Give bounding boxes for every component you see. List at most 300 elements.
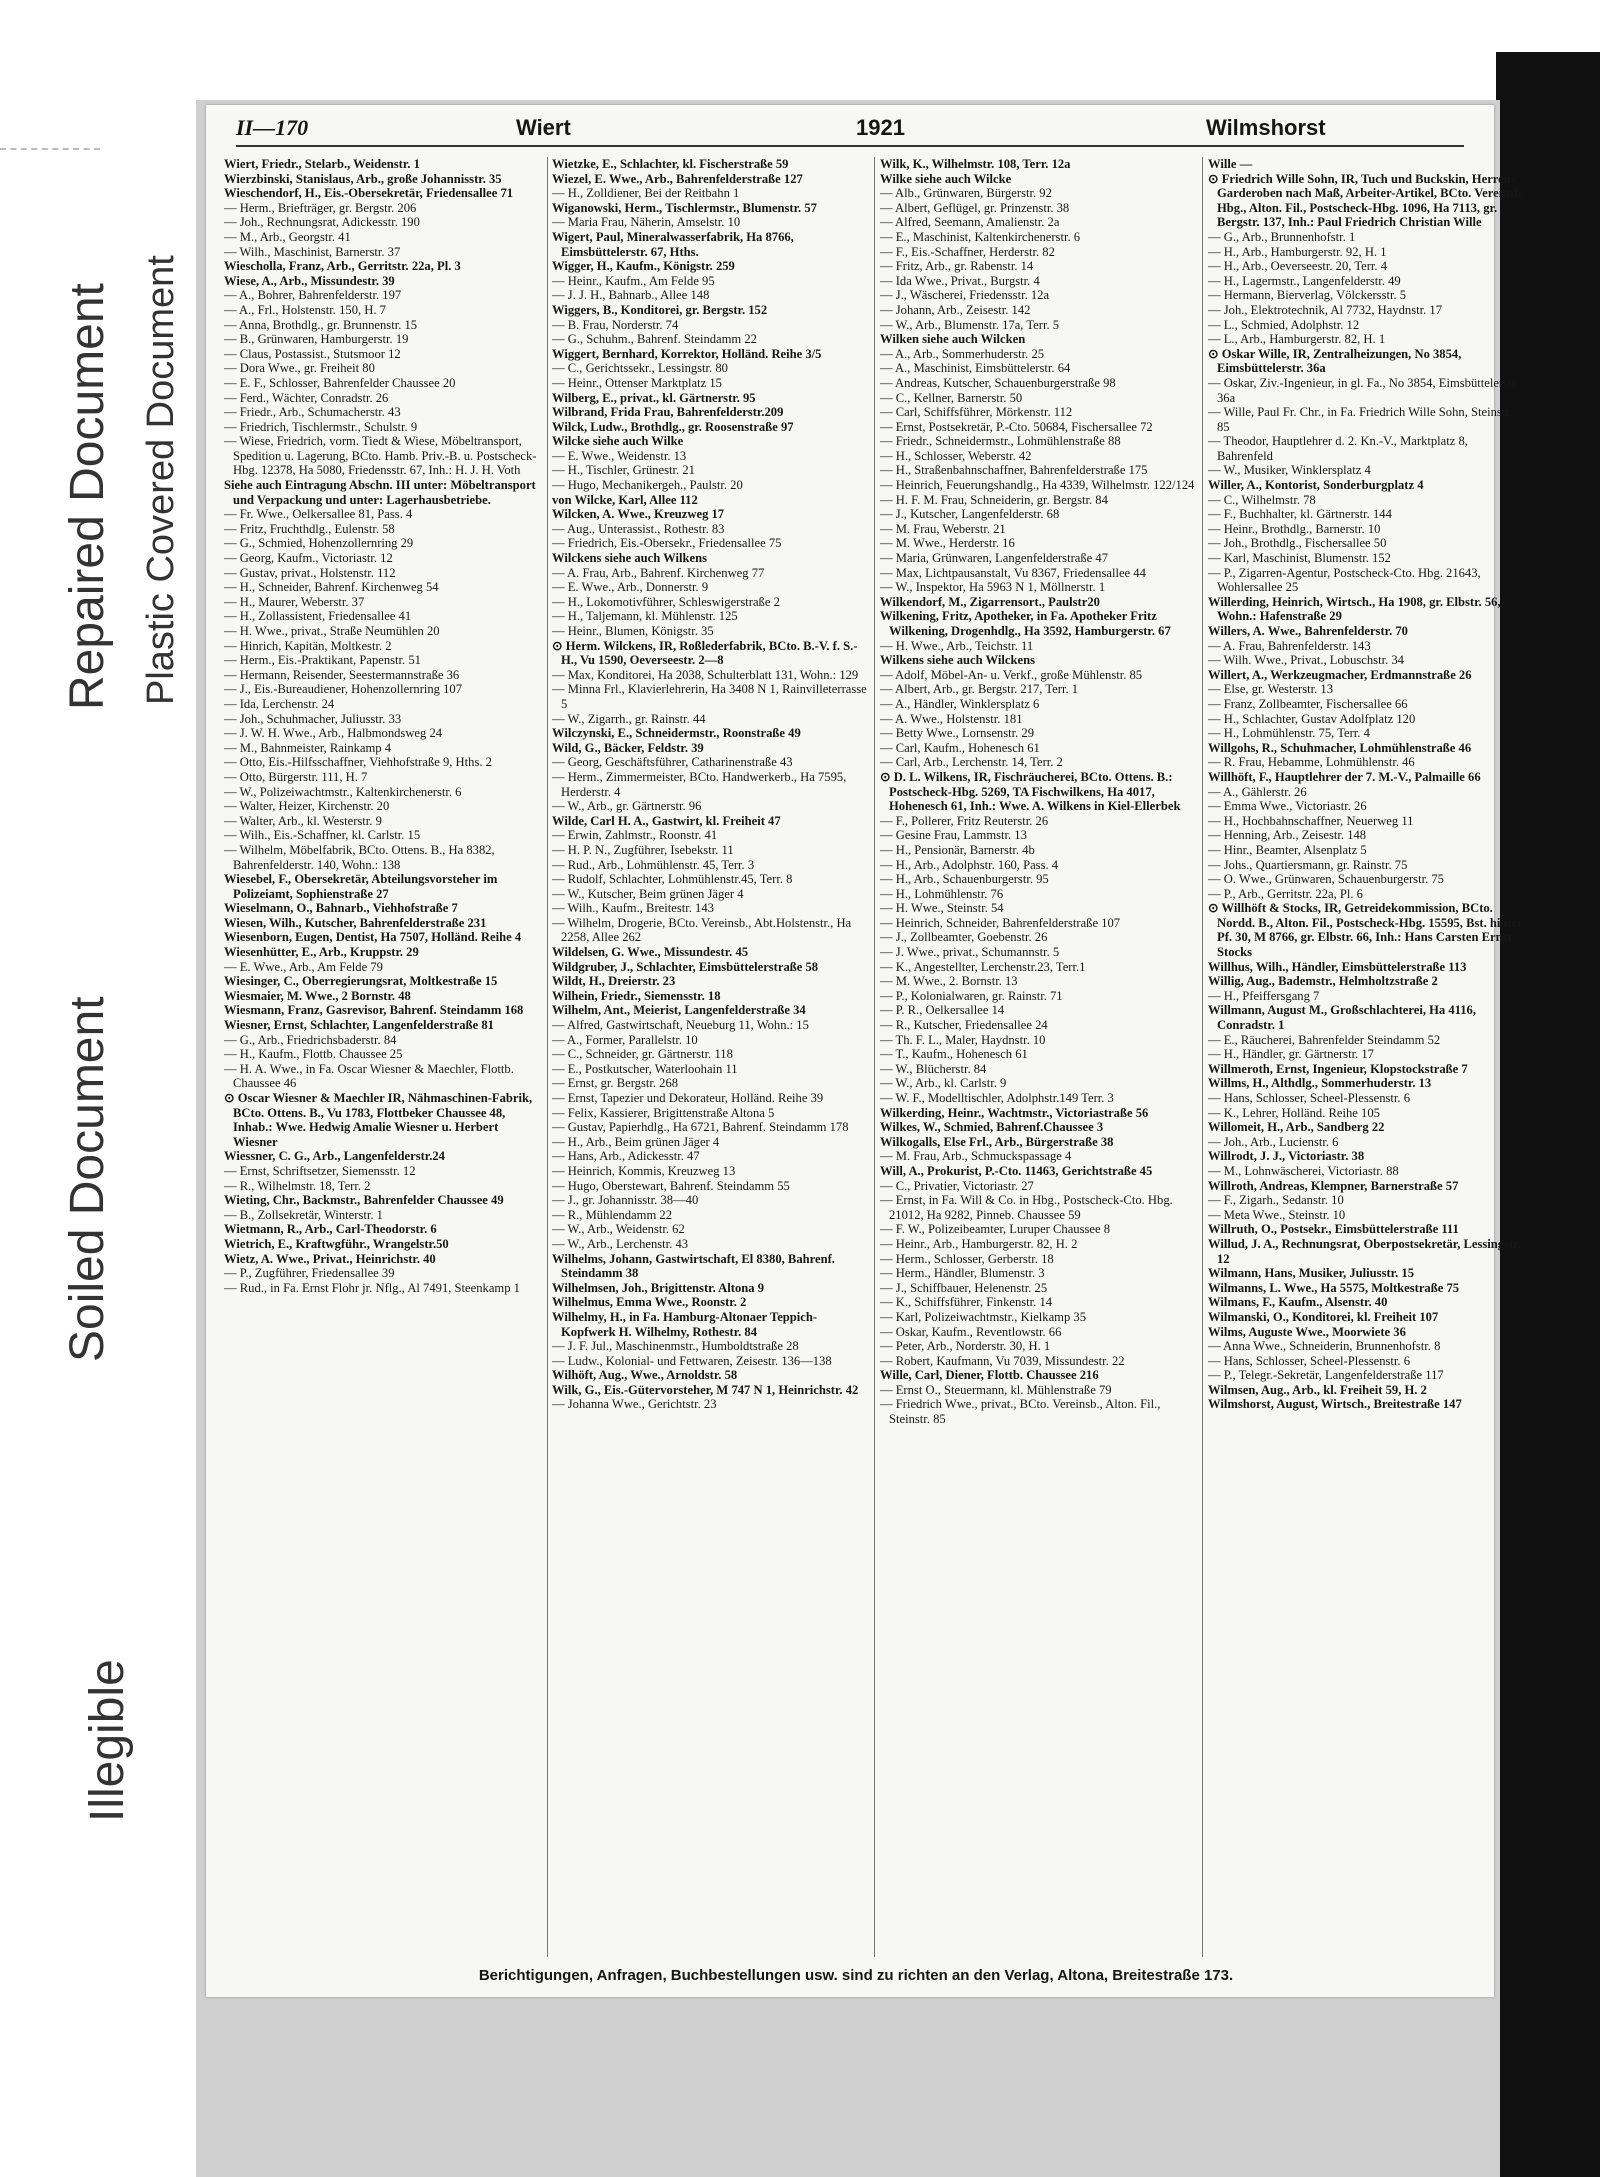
directory-entry: — Betty Wwe., Lornsenstr. 29: [880, 726, 1035, 741]
directory-entry: — Johs., Quartiersmann, gr. Rainstr. 75: [1208, 857, 1408, 872]
directory-entry: Willomeit, H., Arb., Sandberg 22: [1208, 1120, 1385, 1135]
directory-entry: — E., Räucherei, Bahrenfelder Steindamm 52: [1208, 1032, 1441, 1047]
directory-entry: — H., Lagermstr., Langenfelderstr. 49: [1208, 273, 1401, 288]
directory-entry: — Gustav, Papierhdlg., Ha 6721, Bahrenf. Steindamm 178: [552, 1120, 849, 1135]
directory-entry: — M., Lohnwäscherei, Victoriastr. 88: [1208, 1163, 1399, 1178]
directory-entry: Wiese, A., Arb., Missundestr. 39: [224, 273, 395, 288]
directory-entry: — M. Wwe., Herderstr. 16: [880, 536, 1015, 551]
directory-entry: Wiggert, Bernhard, Korrektor, Holländ. Reihe 3/5: [552, 346, 822, 361]
directory-entry: — Robert, Kaufmann, Vu 7039, Missundestr. 22: [880, 1353, 1125, 1368]
directory-entry: — H., Maurer, Weberstr. 37: [224, 594, 365, 609]
directory-entry: — Wilh., Kaufm., Breitestr. 143: [552, 901, 714, 916]
directory-entry: — C., Gerichtssekr., Lessingstr. 80: [552, 361, 728, 376]
directory-entry: — Carl, Schiffsführer, Mörkenstr. 112: [880, 405, 1073, 420]
directory-entry: — C., Wilhelmstr. 78: [1208, 492, 1316, 507]
directory-entry: — B., Zollsekretär, Winterstr. 1: [224, 1207, 383, 1222]
directory-entry: — Hinrich, Kapitän, Moltkestr. 2: [224, 638, 392, 653]
directory-entry: Wilmans, F., Kaufm., Alsenstr. 40: [1208, 1295, 1388, 1310]
directory-entry: Willmann, August M., Großschlachterei, Ha 4116, Conradstr. 1: [1208, 1003, 1476, 1033]
directory-entry: — H. Wwe., Arb., Teichstr. 11: [880, 638, 1034, 653]
column-divider: [547, 157, 548, 1957]
directory-entry: Willhus, Wilh., Händler, Eimsbüttelerstraße 113: [1208, 959, 1467, 974]
directory-entry: — Otto, Eis.-Hilfsschaffner, Viehhofstraße 9, Hths. 2: [224, 755, 492, 770]
cut-mark: [0, 148, 100, 153]
directory-entry: — W., Zigarrh., gr. Rainstr. 44: [552, 711, 706, 726]
directory-entry: — Georg, Geschäftsführer, Catharinenstraße 43: [552, 755, 793, 770]
directory-entry: — Georg, Kaufm., Victoriastr. 12: [224, 551, 393, 566]
directory-entry: — G., Arb., Brunnenhofstr. 1: [1208, 229, 1356, 244]
directory-entry: Wilck, Ludw., Brothdlg., gr. Roosenstraße 97: [552, 419, 794, 434]
directory-entry: Willer, A., Kontorist, Sonderburgplatz 4: [1208, 478, 1424, 493]
directory-entry: — R. Frau, Hebamme, Lohmühlenstr. 46: [1208, 755, 1415, 770]
directory-entry: Wiesmaier, M. Wwe., 2 Bornstr. 48: [224, 988, 411, 1003]
directory-entry: — Fritz, Arb., gr. Rabenstr. 14: [880, 259, 1034, 274]
directory-entry: Wiggers, B., Konditorei, gr. Bergstr. 152: [552, 302, 768, 317]
directory-entry: Wiert, Friedr., Stelarb., Weidenstr. 1: [224, 157, 420, 171]
directory-entry: — P., Arb., Gerritstr. 22a, Pl. 6: [1208, 886, 1363, 901]
directory-entry: Wilmshorst, August, Wirtsch., Breitestraße 147: [1208, 1397, 1462, 1412]
directory-entry: — W., Arb., gr. Gärtnerstr. 96: [552, 799, 702, 814]
directory-entry: — W., Blücherstr. 84: [880, 1061, 987, 1076]
directory-entry: Wilken siehe auch Wilcken: [880, 332, 1026, 347]
directory-entry: — Friedrich Wwe., privat., BCto. Vereinsb., Alton. Fil., Steinstr. 85: [880, 1397, 1161, 1427]
directory-entry: Wilhelms, Johann, Gastwirtschaft, El 8380, Bahrenf. Steindamm 38: [552, 1251, 835, 1281]
directory-entry: — Meta Wwe., Steinstr. 10: [1208, 1207, 1346, 1222]
directory-entry: Wilkerding, Heinr., Wachtmstr., Victoriastraße 56: [880, 1105, 1149, 1120]
directory-entry: — H., Zollassistent, Friedensallee 41: [224, 609, 412, 624]
column-divider: [1202, 157, 1203, 1957]
directory-entry: Wilde, Carl H. A., Gastwirt, kl. Freiheit 47: [552, 813, 781, 828]
header-rule: [236, 145, 1464, 147]
page-header: [206, 113, 1494, 147]
directory-entry: Wilhein, Friedr., Siemensstr. 18: [552, 988, 721, 1003]
directory-entry: Wilmanski, O., Konditorei, kl. Freiheit 107: [1208, 1309, 1439, 1324]
directory-entry: Wilkes, W., Schmied, Bahrenf.Chaussee 3: [880, 1120, 1104, 1135]
directory-entry: — F., Zigarh., Sedanstr. 10: [1208, 1193, 1344, 1208]
directory-entry: — Theodor, Hauptlehrer d. 2. Kn.-V., Marktplatz 8, Bahrenfeld: [1208, 434, 1468, 463]
directory-entry: Wilczynski, E., Schneidermstr., Roonstraße 49: [552, 726, 801, 741]
directory-entry: Wilke siehe auch Wilcke: [880, 171, 1012, 186]
directory-entry: — B., Grünwaren, Hamburgerstr. 19: [224, 332, 409, 347]
directory-entry: — Ernst, Postsekretär, P.-Cto. 50684, Fischersallee 72: [880, 419, 1153, 434]
directory-entry: Willms, H., Althdlg., Sommerhuderstr. 13: [1208, 1076, 1432, 1091]
directory-entry: Wilkening, Fritz, Apotheker, in Fa. Apotheker Fritz Wilkening, Drogenhdlg., Ha 3592, Hamburgerstr. 67: [880, 609, 1171, 638]
directory-entry: Wieselmann, O., Bahnarb., Viehhofstraße 7: [224, 901, 458, 916]
directory-entry: — Ida Wwe., Privat., Burgstr. 4: [880, 273, 1040, 288]
directory-entry: ⊙ D. L. Wilkens, IR, Fischräucherei, BCto. Ottens. B.: Postscheck-Hbg. 5269, TA Fischwilkens, Ha 4017, Hohenesch 61, Inh.: Wwe. A. Wilkens in Kiel-Ellerbek: [880, 769, 1181, 814]
directory-entry: Will, A., Prokurist, P.-Cto. 11463, Gerichtstraße 45: [880, 1163, 1153, 1178]
directory-entry: — J., Eis.-Bureaudiener, Hohenzollernring 107: [224, 682, 463, 697]
directory-entry: — F., Eis.-Schaffner, Herderstr. 82: [880, 244, 1055, 259]
directory-entry: — Heinr., Brothdlg., Barnerstr. 10: [1208, 521, 1381, 536]
directory-entry: — H., Pfeiffersgang 7: [1208, 988, 1320, 1003]
directory-entry: — W., Arb., Blumenstr. 17a, Terr. 5: [880, 317, 1060, 332]
directory-entry: Wilk, K., Wilhelmstr. 108, Terr. 12a: [880, 157, 1071, 171]
directory-entry: — Claus, Postassist., Stutsmoor 12: [224, 346, 401, 361]
directory-entry: Wilkens siehe auch Wilckens: [880, 653, 1036, 668]
directory-entry: — Johann, Arb., Zeisestr. 142: [880, 302, 1031, 317]
directory-entry: Willig, Aug., Bademstr., Helmholtzstraße 2: [1208, 974, 1438, 989]
directory-entry: — Friedr., Schneidermstr., Lohmühlenstraße 88: [880, 434, 1121, 449]
directory-entry: Wilk, G., Eis.-Gütervorsteher, M 747 N 1, Heinrichstr. 42: [552, 1382, 859, 1397]
directory-entry: — Joh., Rechnungsrat, Adickesstr. 190: [224, 215, 420, 230]
directory-entry: — A. Frau, Bahrenfelderstr. 143: [1208, 638, 1371, 653]
directory-entry: — Herm., Zimmermeister, BCto. Handwerkerb., Ha 7595, Herderstr. 4: [552, 769, 847, 799]
directory-entry: Willmeroth, Ernst, Ingenieur, Klopstockstraße 7: [1208, 1061, 1468, 1076]
directory-entry: Wilckens siehe auch Wilkens: [552, 551, 708, 566]
directory-entry: — Th. F. L., Maler, Haydnstr. 10: [880, 1032, 1046, 1047]
directory-entry: — Friedrich, Tischlermstr., Schulstr. 9: [224, 419, 418, 434]
directory-entry: — M., Arb., Georgstr. 41: [224, 229, 351, 244]
directory-entry: — Wilhelm, Möbelfabrik, BCto. Ottens. B., Ha 8382, Bahrenfelderstr. 140, Wohn.: 138: [224, 842, 495, 872]
directory-entry: — Maria, Grünwaren, Langenfelderstraße 47: [880, 551, 1108, 566]
directory-entry: — Else, gr. Westerstr. 13: [1208, 682, 1334, 697]
header-first-name: Wiert: [516, 115, 571, 140]
directory-entry: ⊙ Herm. Wilckens, IR, Roßlederfabrik, BCto. B.-V. f. S.-H., Vu 1590, Oeverseestr. 2—8: [552, 638, 858, 668]
directory-entry: Wilmanns, L. Wwe., Ha 5575, Moltkestraße 75: [1208, 1280, 1460, 1295]
directory-entry: — C., Privatier, Victoriastr. 27: [880, 1178, 1034, 1193]
directory-entry: — Rudolf, Schlachter, Lohmühlenstr.45, Terr. 8: [552, 872, 793, 887]
directory-entry: Willud, J. A., Rechnungsrat, Oberpostsekretär, Lessingstr. 12: [1208, 1236, 1521, 1266]
directory-entry: — Carl, Kaufm., Hohenesch 61: [880, 740, 1040, 755]
directory-entry: Wilbrand, Frida Frau, Bahrenfelderstr.209: [552, 405, 784, 420]
directory-entry: Wiesner, Ernst, Schlachter, Langenfelderstraße 81: [224, 1018, 494, 1033]
directory-entry: — Wiese, Friedrich, vorm. Tiedt & Wiese, Möbeltransport, Spedition u. Lagerung, BCto. Hamb. Priv.-B. u. Postscheck-Hbg. 12378, Ha 5080, Friedensstr. 67, Inh.: H. J. H. Voth: [224, 434, 537, 478]
directory-entry: — Walter, Heizer, Kirchenstr. 20: [224, 799, 390, 814]
directory-entry: — A., Bohrer, Bahrenfelderstr. 197: [224, 288, 402, 303]
directory-entry: Willroth, Andreas, Klempner, Barnerstraße 57: [1208, 1178, 1459, 1193]
directory-entry: — Heinrich, Feuerungshandlg., Ha 4339, Wilhelmstr. 122/124: [880, 478, 1195, 493]
directory-entry: — Carl, Arb., Lerchenstr. 14, Terr. 2: [880, 755, 1063, 770]
directory-entry: — Hermann, Bierverlag, Völckersstr. 5: [1208, 288, 1407, 303]
directory-entry: — Max, Konditorei, Ha 2038, Schulterblatt 131, Wohn.: 129: [552, 667, 859, 682]
directory-entry: Wiezel, E. Wwe., Arb., Bahrenfelderstraße 127: [552, 171, 803, 186]
directory-entry: — Anna Wwe., Schneiderin, Brunnenhofstr. 8: [1208, 1339, 1441, 1354]
directory-entry: — G., Schuhm., Bahrenf. Steindamm 22: [552, 332, 757, 347]
directory-entry: — M. Frau, Weberstr. 21: [880, 521, 1006, 536]
directory-entry: — E. Wwe., Arb., Am Felde 79: [224, 959, 383, 974]
directory-column-4: [1208, 157, 1526, 1957]
directory-entry: Wieting, Chr., Backmstr., Bahrenfelder Chaussee 49: [224, 1193, 504, 1208]
directory-entry: Wilhelm, Ant., Meierist, Langenfelderstraße 34: [552, 1003, 806, 1018]
directory-entry: — R., Mühlendamm 22: [552, 1207, 672, 1222]
directory-entry: — Heinr., Arb., Hamburgerstr. 82, H. 2: [880, 1236, 1078, 1251]
directory-entry: — A. Frau, Arb., Bahrenf. Kirchenweg 77: [552, 565, 765, 580]
directory-entry: — Hermann, Reisender, Seestermannstraße 36: [224, 667, 460, 682]
directory-entry: Wilberg, E., privat., kl. Gärtnerstr. 95: [552, 390, 756, 405]
directory-entry: — J. F. Jul., Maschinenmstr., Humboldtstraße 28: [552, 1339, 799, 1354]
directory-entry: Wilmsen, Aug., Arb., kl. Freiheit 59, H. 2: [1208, 1382, 1427, 1397]
directory-entry: — Max, Lichtpausanstalt, Vu 8367, Friedensallee 44: [880, 565, 1146, 580]
directory-entry: — H., Schneider, Bahrenf. Kirchenweg 54: [224, 580, 439, 595]
column-divider: [874, 157, 875, 1957]
directory-entry: — Alb., Grünwaren, Bürgerstr. 92: [880, 186, 1052, 201]
directory-entry: — A., Frl., Holstenstr. 150, H. 7: [224, 302, 386, 317]
directory-entry: Wieschendorf, H., Eis.-Obersekretär, Friedensallee 71: [224, 186, 514, 201]
directory-entry: — Ernst, Schriftsetzer, Siemensstr. 12: [224, 1163, 416, 1178]
directory-entry: — H., Hochbahnschaffner, Neuerweg 11: [1208, 813, 1414, 828]
directory-entry: Wildelsen, G. Wwe., Missundestr. 45: [552, 945, 749, 960]
directory-entry: — Hans, Schlosser, Scheel-Plessenstr. 6: [1208, 1353, 1411, 1368]
directory-entry: ⊙ Oscar Wiesner & Maechler IR, Nähmaschinen-Fabrik, BCto. Ottens. B., Vu 1783, Flottbeker Chaussee 48, Inhab.: Wwe. Hedwig Amalie Wiesner u. Herbert Wiesner: [224, 1091, 533, 1149]
directory-entry: — W. F., Modelltischler, Adolphstr.149 Terr. 3: [880, 1091, 1114, 1105]
directory-entry: — L., Schmied, Adolphstr. 12: [1208, 317, 1360, 332]
directory-entry: — M. Wwe., 2. Bornstr. 13: [880, 974, 1018, 989]
directory-entry: — Karl, Maschinist, Blumenstr. 152: [1208, 551, 1391, 566]
directory-entry: Wiescholla, Franz, Arb., Gerritstr. 22a, Pl. 3: [224, 259, 461, 274]
directory-entry: — Albert, Arb., gr. Bergstr. 217, Terr. 1: [880, 682, 1079, 697]
directory-entry: — Joh., Schuhmacher, Juliusstr. 33: [224, 711, 402, 726]
directory-entry: Wilmann, Hans, Musiker, Juliusstr. 15: [1208, 1266, 1414, 1281]
directory-entry: — H., Arb., Hamburgerstr. 92, H. 1: [1208, 244, 1387, 259]
directory-entry: Wilhelmus, Emma Wwe., Roonstr. 2: [552, 1295, 747, 1310]
directory-entry: — W., Kutscher, Beim grünen Jäger 4: [552, 886, 744, 901]
directory-entry: Wille —: [1208, 157, 1253, 171]
directory-entry: — H., Händler, gr. Gärtnerstr. 17: [1208, 1047, 1374, 1062]
directory-entry: — Fritz, Fruchthdlg., Eulenstr. 58: [224, 521, 395, 536]
directory-entry: — Felix, Kassierer, Brigittenstraße Altona 5: [552, 1105, 775, 1120]
directory-entry: — W., Arb., Weidenstr. 62: [552, 1222, 685, 1237]
directory-entry: — E. F., Schlosser, Bahrenfelder Chaussee 20: [224, 375, 456, 390]
directory-entry: — H., Pensionär, Barnerstr. 4b: [880, 842, 1035, 857]
directory-entry: — A., Maschinist, Eimsbüttelerstr. 64: [880, 361, 1071, 376]
directory-entry: — E. Wwe., Weidenstr. 13: [552, 448, 687, 463]
directory-entry: — Wilh., Maschinist, Barnerstr. 37: [224, 244, 401, 259]
directory-entry: Willgohs, R., Schuhmacher, Lohmühlenstraße 46: [1208, 740, 1472, 755]
directory-entry: Wiesen, Wilh., Kutscher, Bahrenfelderstraße 231: [224, 915, 487, 930]
directory-entry: — W., Musiker, Winklersplatz 4: [1208, 463, 1371, 478]
directory-entry: Wiessner, C. G., Arb., Langenfelderstr.24: [224, 1149, 445, 1164]
directory-entry: — Herm., Händler, Blumenstr. 3: [880, 1266, 1045, 1281]
directory-entry: — Rud., Arb., Lohmühlenstr. 45, Terr. 3: [552, 857, 755, 872]
directory-entry: — Heinrich, Kommis, Kreuzweg 13: [552, 1163, 736, 1178]
directory-entry: — R., Wilhelmstr. 18, Terr. 2: [224, 1178, 371, 1193]
directory-entry: — Maria Frau, Näherin, Amselstr. 10: [552, 215, 741, 230]
directory-entry: — Franz, Zollbeamter, Fischersallee 66: [1208, 696, 1408, 711]
directory-entry: — H., Tischler, Grünestr. 21: [552, 463, 695, 478]
directory-entry: — J., Wäscherei, Friedensstr. 12a: [880, 288, 1050, 303]
directory-entry: — Aug., Unterassist., Rothestr. 83: [552, 521, 725, 536]
directory-entry: Wildt, H., Dreierstr. 23: [552, 974, 676, 989]
directory-entry: — T., Kaufm., Hohenesch 61: [880, 1047, 1028, 1062]
directory-entry: Wild, G., Bäcker, Feldstr. 39: [552, 740, 704, 755]
directory-entry: Wilcke siehe auch Wilke: [552, 434, 684, 449]
directory-entry: — W., Arb., kl. Carlstr. 9: [880, 1076, 1007, 1091]
label-soiled-document: Soiled Document: [61, 996, 114, 1362]
scan-top-margin: [0, 0, 1600, 50]
directory-entry: Wietz, A. Wwe., Privat., Heinrichstr. 40: [224, 1251, 436, 1266]
directory-entry: — Ida, Lerchenstr. 24: [224, 696, 335, 711]
directory-entry: — H., Arb., Schauenburgerstr. 95: [880, 872, 1049, 887]
directory-entry: — Alfred, Seemann, Amalienstr. 2a: [880, 215, 1060, 230]
directory-entry: — Wilh., Eis.-Schaffner, kl. Carlstr. 15: [224, 828, 421, 843]
directory-entry: — H., Arb., Beim grünen Jäger 4: [552, 1134, 720, 1149]
directory-entry: — M. Frau, Arb., Schmuckspassage 4: [880, 1149, 1072, 1164]
directory-entry: Willrodt, J. J., Victoriastr. 38: [1208, 1149, 1365, 1164]
directory-entry: — J., Kutscher, Langenfelderstr. 68: [880, 507, 1060, 522]
directory-entry: — A., Händler, Winklersplatz 6: [880, 696, 1040, 711]
directory-entry: Willruth, O., Postsekr., Eimsbüttelerstraße 111: [1208, 1222, 1459, 1237]
directory-entry: Wierzbinski, Stanislaus, Arb., große Johannisstr. 35: [224, 171, 502, 186]
directory-entry: — Adolf, Möbel-An- u. Verkf., große Mühlenstr. 85: [880, 667, 1143, 682]
directory-entry: Wietmann, R., Arb., Carl-Theodorstr. 6: [224, 1222, 437, 1237]
directory-entry: — Albert, Geflügel, gr. Prinzenstr. 38: [880, 200, 1070, 215]
directory-page: [206, 105, 1525, 1997]
directory-entry: — Gustav, privat., Holstenstr. 112: [224, 565, 396, 580]
directory-column-1: [224, 157, 542, 1957]
directory-entry: Wille, Carl, Diener, Flottb. Chaussee 216: [880, 1368, 1099, 1383]
directory-entry: — Walter, Arb., kl. Westerstr. 9: [224, 813, 382, 828]
directory-entry: — H., Schlachter, Gustav Adolfplatz 120: [1208, 711, 1416, 726]
directory-entry: Wilcken, A. Wwe., Kreuzweg 17: [552, 507, 725, 522]
directory-entry: — Joh., Arb., Lucienstr. 6: [1208, 1134, 1339, 1149]
directory-entry: — H., Schlosser, Weberstr. 42: [880, 448, 1032, 463]
directory-entry: von Wilcke, Karl, Allee 112: [552, 492, 698, 507]
directory-entry: — H., Kaufm., Flottb. Chaussee 25: [224, 1047, 403, 1062]
directory-entry: — Friedrich, Eis.-Obersekr., Friedensallee 75: [552, 536, 782, 551]
directory-entry: — P., Zigarren-Agentur, Postscheck-Cto. Hbg. 21643, Wohlersallee 25: [1208, 565, 1481, 595]
directory-entry: — J. J. H., Bahnarb., Allee 148: [552, 288, 710, 303]
directory-entry: — J. W. H. Wwe., Arb., Halbmondsweg 24: [224, 726, 443, 741]
directory-entry: — P., Kolonialwaren, gr. Rainstr. 71: [880, 988, 1063, 1003]
directory-entry: Wigert, Paul, Mineralwasserfabrik, Ha 8766, Eimsbüttelerstr. 67, Hths.: [552, 229, 794, 259]
directory-entry: — K., Lehrer, Holländ. Reihe 105: [1208, 1105, 1380, 1120]
directory-entry: Wilhelmy, H., in Fa. Hamburg-Altonaer Teppich-Kopfwerk H. Wilhelmy, Rothestr. 84: [552, 1309, 818, 1339]
directory-entry: — H., Taljemann, kl. Mühlenstr. 125: [552, 609, 738, 624]
directory-entry: — Heinrich, Schneider, Bahrenfelderstraße 107: [880, 915, 1121, 930]
directory-entry: — W., Polizeiwachtmstr., Kaltenkirchenerstr. 6: [224, 784, 462, 799]
directory-entry: Wilhelmsen, Joh., Brigittenstr. Altona 9: [552, 1280, 765, 1295]
directory-entry: — H., Lohmühlenstr. 75, Terr. 4: [1208, 726, 1370, 741]
directory-entry: Wiesmann, Franz, Gasrevisor, Bahrenf. Steindamm 168: [224, 1003, 524, 1018]
directory-entry: Wietzke, E., Schlachter, kl. Fischerstraße 59: [552, 157, 789, 171]
directory-entry: — H., Lohmühlenstr. 76: [880, 886, 1004, 901]
directory-entry: — Erwin, Zahlmstr., Roonstr. 41: [552, 828, 718, 843]
directory-entry: — Anna, Brothdlg., gr. Brunnenstr. 15: [224, 317, 418, 332]
directory-entry: Wigger, H., Kaufm., Königstr. 259: [552, 259, 735, 274]
directory-entry: — Ernst, gr. Bergstr. 268: [552, 1076, 679, 1091]
directory-entry: Willert, A., Werkzeugmacher, Erdmannstraße 26: [1208, 667, 1472, 682]
directory-entry: ⊙ Willhöft & Stocks, IR, Getreidekommission, BCto. Nordd. B., Alton. Fil., Postscheck-Hbg. 15595, Bst. hinter Pf. 30, M 8766, gr. Elbstr. 66, Inh.: Hans Carsten Ernst Stocks: [1208, 901, 1523, 960]
directory-entry: — Hans, Arb., Adickesstr. 47: [552, 1149, 700, 1164]
label-plastic-covered-document: Plastic Covered Document: [140, 255, 182, 705]
directory-entry: — P., Telegr.-Sekretär, Langenfelderstraße 117: [1208, 1368, 1444, 1383]
directory-entry: — J., Zollbeamter, Goebenstr. 26: [880, 930, 1048, 945]
page-number: II—170: [236, 115, 309, 140]
directory-entry: — Rud., in Fa. Ernst Flohr jr. Nflg., Al 7491, Steenkamp 1: [224, 1280, 520, 1295]
directory-entry: Siehe auch Eintragung Abschn. III unter: Möbeltransport und Verpackung und unter: Lagerhausbetriebe.: [224, 478, 536, 507]
directory-entry: — P. R., Oelkersallee 14: [880, 1003, 1005, 1018]
label-illegible: Illegible: [81, 1659, 134, 1822]
directory-entry: — Hinr., Beamter, Alsenplatz 5: [1208, 842, 1367, 857]
directory-entry: Wildgruber, J., Schlachter, Eimsbüttelerstraße 58: [552, 959, 819, 974]
directory-entry: — M., Bahnmeister, Rainkamp 4: [224, 740, 392, 755]
directory-entry: — Alfred, Gastwirtschaft, Neueburg 11, Wohn.: 15: [552, 1018, 809, 1033]
directory-entry: — Wilhelm, Drogerie, BCto. Vereinsb., Abt.Holstenstr., Ha 2258, Allee 262: [552, 915, 852, 945]
directory-entry: — Oskar, Ziv.-Ingenieur, in gl. Fa., No 3854, Eimsbüttelerstr. 36a: [1208, 375, 1519, 405]
directory-entry: Wilhöft, Aug., Wwe., Arnoldstr. 58: [552, 1368, 738, 1383]
directory-entry: Wietrich, E., Kraftwgführ., Wrangelstr.50: [224, 1236, 449, 1251]
directory-entry: — Heinr., Kaufm., Am Felde 95: [552, 273, 715, 288]
directory-entry: — R., Kutscher, Friedensallee 24: [880, 1018, 1048, 1033]
directory-entry: — H. A. Wwe., in Fa. Oscar Wiesner & Maechler, Flottb. Chaussee 46: [224, 1061, 514, 1091]
directory-entry: Wiganowski, Herm., Tischlermstr., Blumenstr. 57: [552, 200, 817, 215]
directory-entry: — Ludw., Kolonial- und Fettwaren, Zeisestr. 136—138: [552, 1353, 832, 1368]
directory-entry: — K., Angestellter, Lerchenstr.23, Terr.1: [880, 959, 1086, 974]
directory-entry: — W., Arb., Lerchenstr. 43: [552, 1236, 689, 1251]
directory-column-3: [880, 157, 1198, 1957]
directory-entry: — E. Wwe., Arb., Donnerstr. 9: [552, 580, 709, 595]
directory-entry: — Oskar, Kaufm., Reventlowstr. 66: [880, 1324, 1062, 1339]
directory-entry: — Wille, Paul Fr. Chr., in Fa. Friedrich Wille Sohn, Steinstr. 85: [1208, 405, 1512, 434]
directory-entry: — Gesine Frau, Lammstr. 13: [880, 828, 1027, 843]
directory-entry: Wilms, Auguste Wwe., Moorwiete 36: [1208, 1324, 1406, 1339]
directory-entry: — F. W., Polizeibeamter, Luruper Chaussee 8: [880, 1222, 1111, 1237]
directory-entry: — F., Buchhalter, kl. Gärtnerstr. 144: [1208, 507, 1392, 522]
directory-entry: — Dora Wwe., gr. Freiheit 80: [224, 361, 375, 376]
directory-entry: — Friedr., Arb., Schumacherstr. 43: [224, 405, 401, 420]
directory-entry: — Henning, Arb., Zeisestr. 148: [1208, 828, 1367, 843]
directory-entry: — Peter, Arb., Norderstr. 30, H. 1: [880, 1339, 1051, 1354]
directory-entry: ⊙ Friedrich Wille Sohn, IR, Tuch und Buckskin, Herren-Garderoben nach Maß, Arbeiter-Artikel, BCto. Vereinsb. Hbg., Alton. Fil., Postscheck-Hbg. 1096, Ha 7113, gr. Bergstr. 137, Inh.: Paul Friedrich Christian Wille: [1208, 171, 1525, 230]
directory-entry: — Ernst, in Fa. Will & Co. in Hbg., Postscheck-Cto. Hbg. 21012, Ha 9282, Pinneb. Chaussee 59: [880, 1193, 1173, 1222]
directory-entry: — Ferd., Wächter, Conradstr. 26: [224, 390, 389, 405]
directory-entry: — O. Wwe., Grünwaren, Schauenburgerstr. 75: [1208, 872, 1444, 887]
header-year: 1921: [856, 115, 905, 140]
directory-entry: — Heinr., Ottenser Marktplatz 15: [552, 375, 722, 390]
directory-entry: Wiesebel, F., Obersekretär, Abteilungsvorsteher im Polizeiamt, Sophienstraße 27: [224, 872, 498, 901]
directory-entry: — Ernst, Tapezier und Dekorateur, Holländ. Reihe 39: [552, 1091, 824, 1105]
directory-entry: — Herm., Schlosser, Gerberstr. 18: [880, 1251, 1054, 1266]
directory-entry: Wilkogalls, Else Frl., Arb., Bürgerstraße 38: [880, 1134, 1114, 1149]
directory-entry: — Andreas, Kutscher, Schauenburgerstraße 98: [880, 375, 1116, 390]
directory-entry: — F., Pollerer, Fritz Reuterstr. 26: [880, 813, 1049, 828]
directory-entry: — H. Wwe., Steinstr. 54: [880, 901, 1004, 916]
directory-entry: — H. Wwe., privat., Straße Neumühlen 20: [224, 624, 440, 638]
directory-entry: — H. P. N., Zugführer, Isebekstr. 11: [552, 842, 734, 857]
directory-entry: — C., Kellner, Barnerstr. 50: [880, 390, 1023, 405]
directory-entry: — Ernst O., Steuermann, kl. Mühlenstraße 79: [880, 1382, 1112, 1397]
directory-entry: ⊙ Oskar Wille, IR, Zentralheizungen, No 3854, Eimsbüttelerstr. 36a: [1208, 346, 1462, 376]
directory-entry: Willhöft, F., Hauptlehrer der 7. M.-V., Palmaille 66: [1208, 769, 1481, 784]
directory-entry: — G., Schmied, Hohenzollernring 29: [224, 536, 414, 551]
directory-entry: — Joh., Elektrotechnik, Al 7732, Haydnstr. 17: [1208, 302, 1443, 317]
directory-entry: — Herm., Eis.-Praktikant, Papenstr. 51: [224, 653, 421, 668]
directory-entry: — Minna Frl., Klavierlehrerin, Ha 3408 N 1, Rainvilleterrasse 5: [552, 682, 867, 711]
directory-entry: — H., Arb., Adolphstr. 160, Pass. 4: [880, 857, 1059, 872]
directory-entry: — Wilh. Wwe., Privat., Lobuschstr. 34: [1208, 653, 1404, 668]
directory-entry: — Herm., Briefträger, gr. Bergstr. 206: [224, 200, 417, 215]
directory-entry: Wilkendorf, M., Zigarrensort., Paulstr20: [880, 594, 1100, 609]
directory-entry: — Hugo, Oberstewart, Bahrenf. Steindamm 55: [552, 1178, 790, 1193]
directory-entry: Wiesenborn, Eugen, Dentist, Ha 7507, Holländ. Reihe 4: [224, 930, 522, 945]
directory-entry: — G., Arb., Friedrichsbaderstr. 84: [224, 1032, 397, 1047]
directory-entry: — Otto, Bürgerstr. 111, H. 7: [224, 769, 368, 784]
directory-entry: — Hans, Schlosser, Scheel-Plessenstr. 6: [1208, 1091, 1411, 1105]
directory-entry: — A., Former, Parallelstr. 10: [552, 1032, 698, 1047]
directory-column-2: [552, 157, 870, 1957]
directory-entry: — Johanna Wwe., Gerichtstr. 23: [552, 1397, 717, 1412]
directory-entry: Willerding, Heinrich, Wirtsch., Ha 1908, gr. Elbstr. 56, Wohn.: Hafenstraße 29: [1208, 594, 1501, 624]
directory-entry: — Karl, Polizeiwachtmstr., Kielkamp 35: [880, 1309, 1087, 1324]
directory-entry: — Hugo, Mechanikergeh., Paulstr. 20: [552, 478, 743, 493]
directory-entry: — H., Lokomotivführer, Schleswigerstraße 2: [552, 594, 780, 609]
directory-entry: — H. F. M. Frau, Schneiderin, gr. Bergstr. 84: [880, 492, 1108, 507]
directory-entry: — J., gr. Johannisstr. 38—40: [552, 1193, 699, 1208]
directory-entry: — A. Wwe., Holstenstr. 181: [880, 711, 1023, 726]
directory-entry: — H., Straßenbahnschaffner, Bahrenfelderstraße 175: [880, 463, 1148, 478]
directory-entry: — L., Arb., Hamburgerstr. 82, H. 1: [1208, 332, 1386, 347]
